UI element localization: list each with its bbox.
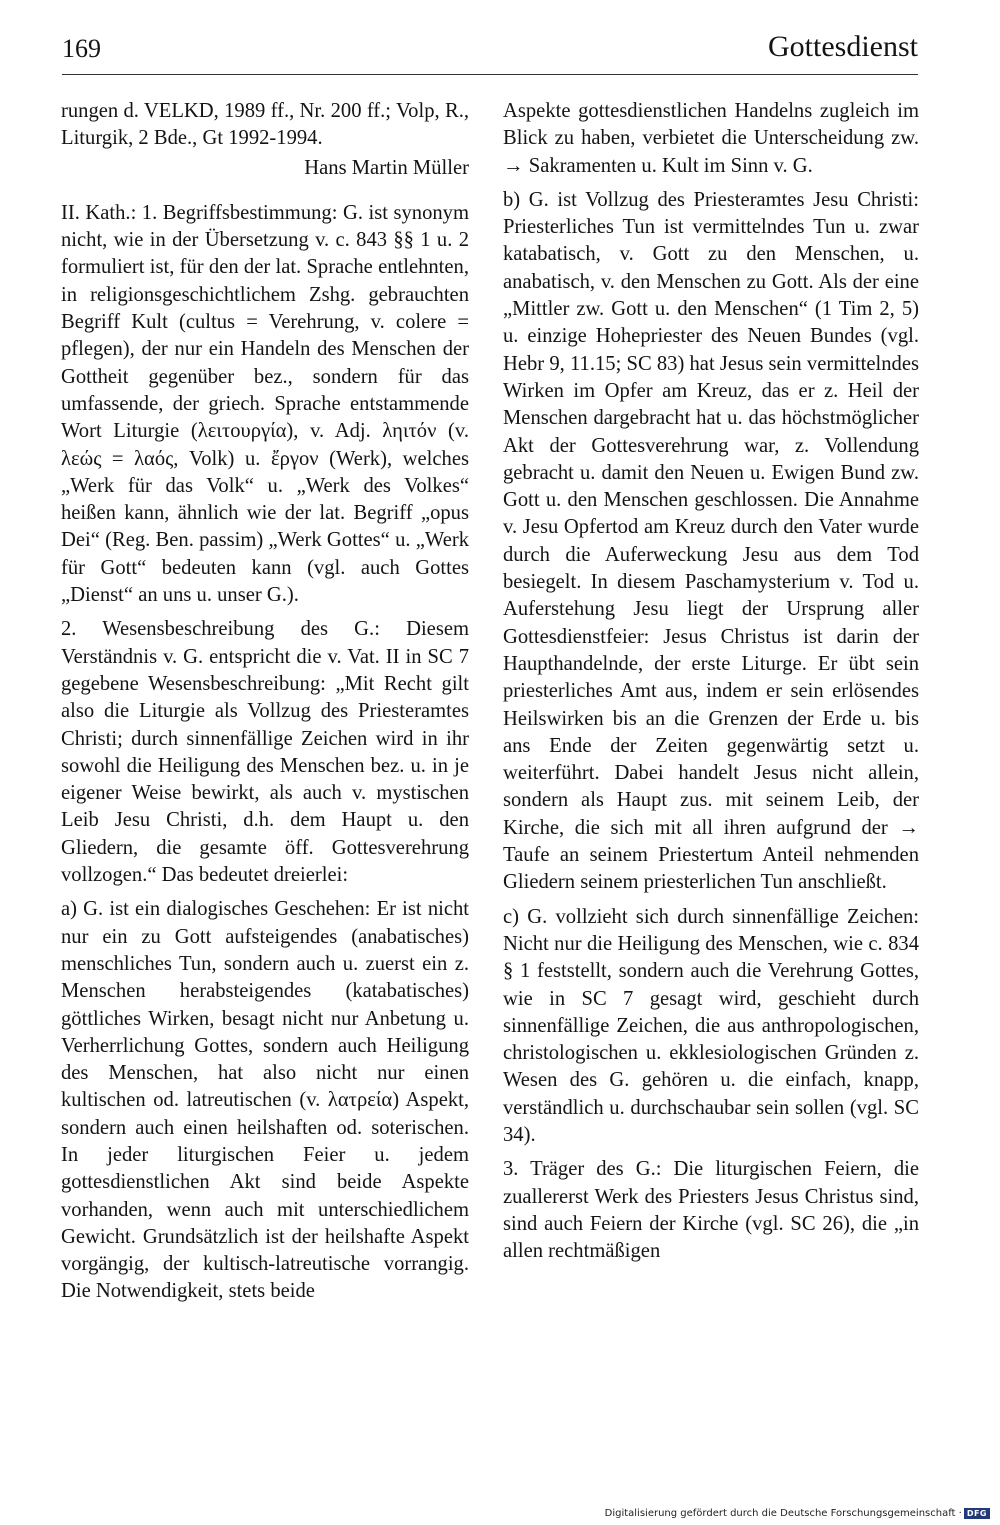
paragraph: 2. Wesensbeschreibung des G.: Diesem Verständnis v. G. entspricht die v. Vat. II in SC 7 gegebene Wesensbeschreibung: „Mit Recht gilt also die Liturgie als Vollzug des Priesteramtes Christi; durch sinnenfällige Zeichen wird in ihr sowohl die Heiligung des Menschen bez. u. in je eigener Weise bewirkt, als auch v. mystischen Leib Jesu Christi, d.h. dem Haupt u. den Gliedern, die gesamte öff. Gottesverehrung vollzogen.“ Das bedeutet dreierlei: bbox=[61, 618, 469, 887]
page-number: 169 bbox=[62, 34, 101, 63]
paragraph: a) G. ist ein dialogisches Geschehen: Er ist nicht nur ein zu Gott aufsteigendes (anabatisches) menschliches Tun, sondern auch u. zuerst ein z. Menschen herabsteigendes (katabatisches) göttliches Wirken, besagt nicht nur Anbetung u. Verherrlichung Gottes, sondern auch Heiligung des Menschen, hat also nicht nur einen kultischen od. latreutischen (v. λατρεία) Aspekt, sondern auch einen heilshaften od. soterischen. In jeder liturgischen Feier u. jedem gottesdienstlichen Akt sind beide Aspekte vorhanden, wenn auch mit unterschiedlichem Gewicht. Grundsätzlich ist der heilshafte Aspekt vorgängig, der kultisch-latreutische vorrangig. Die Notwendigkeit, stets beide bbox=[61, 898, 469, 1303]
digitization-credit bbox=[605, 1508, 990, 1519]
page-header bbox=[62, 28, 918, 75]
author-signature: Hans Martin Müller bbox=[304, 156, 469, 179]
paragraph: b) G. ist Vollzug des Priesteramtes Jesu Christi: Priesterliches Tun ist vermittelndes Tun u. zwar katabatisch, v. Gott zu den Menschen, u. anabatisch, v. den Menschen zu Gott. Als der eine „Mittler zw. Gott u. den Menschen“ (1 Tim 2, 5) u. einzige Hohepriester des Neuen Bundes (vgl. Hebr 9, 11.15; SC 83) hat Jesus sein vermittelndes Wirken im Opfer am Kreuz, das er z. Heil der Menschen dargebracht hat u. das höchstmöglicher Akt der Gottesverehrung war, z. Vollendung gebracht u. damit den Neuen u. Ewigen Bund zw. Gott u. den Menschen geschlossen. Die Annahme v. Jesu Opfertod am Kreuz durch den Vater wurde durch die Auferweckung Jesu aus dem Tod besiegelt. In diesem Paschamysterium v. Tod u. Auferstehung Jesu liegt der Ursprung aller Gottesdienstfeier: Jesus Christus ist darin der Haupthandelnde, der erste Liturge. Er übt sein priesterliches Amt aus, indem er sein erlösendes Heilswirken bis an die Grenzen der Erde u. bis ans Ende der Zeiten gegenwärtig setzt u. weiterführt. Dabei handelt Jesus nicht allein, sondern als Haupt zus. mit seinem Leib, der Kirche, die sich mit all ihren aufgrund der → Taufe an seinem Priestertum Anteil nehmenden Gliedern seinem priesterlichen Tun anschließt. bbox=[503, 188, 919, 894]
paragraph: Aspekte gottesdienstlichen Handelns zugleich im Blick zu haben, verbietet die Unterscheidung zw. → Sakramenten u. Kult im Sinn v. G. bbox=[503, 100, 919, 177]
credit-text: Digitalisierung gefördert durch die Deutsche Forschungsgemeinschaft · bbox=[604, 1508, 962, 1519]
paragraph: c) G. vollzieht sich durch sinnenfällige Zeichen: Nicht nur die Heiligung des Menschen, wie c. 834 § 1 feststellt, sondern auch die Verehrung Gottes, wie in SC 7 gesagt wird, geschieht durch sinnenfällige Zeichen, die aus anthropologischen, christologischen u. ekklesiologischen Gründen z. Wesen des G. gehören u. die einfach, knapp, verständlich u. durchschaubar sein sollen (vgl. SC 34). bbox=[503, 905, 919, 1146]
paragraph: II. Kath.: 1. Begriffsbestimmung: G. ist synonym nicht, wie in der Übersetzung v. c. 843 §§ 1 u. 2 formuliert ist, für den der lat. Sprache entlehnten, in religionsgeschichtlichem Zshg. gebrauchten Begriff Kult (cultus = Verehrung, v. colere = pflegen), der nur ein Handeln des Menschen der Gottheit gegenüber bez., sondern für das umfassende, der griech. Sprache entstammende Wort Liturgie (λειτουργία), v. Adj. ληιτόν (v. λεώς = λαός, Volk) u. ἔργον (Werk), welches „Werk für das Volk“ u. „Werk des Volkes“ heißen kann, ähnlich wie der lat. Begriff „opus Dei“ (Reg. Ben. passim) „Werk Gottes“ u. „Werk für Gott“ bedeuten kann (vgl. auch Gottes „Dienst“ an uns u. unser G.). bbox=[61, 201, 469, 607]
dfg-logo-icon: DFG bbox=[964, 1508, 990, 1519]
paragraph: rungen d. VELKD, 1989 ff., Nr. 200 ff.; Volp, R., Liturgik, 2 Bde., Gt 1992-1994. bbox=[61, 100, 469, 150]
right-column bbox=[503, 98, 919, 1265]
paragraph: 3. Träger des G.: Die liturgischen Feiern, die zuallererst Werk des Priesters Jesus Christus sind, sind auch Feiern der Kirche (vgl. SC 26), die „in allen rechtmäßigen bbox=[503, 1158, 919, 1263]
left-column bbox=[61, 98, 469, 1306]
running-head: Gottesdienst bbox=[768, 30, 918, 63]
